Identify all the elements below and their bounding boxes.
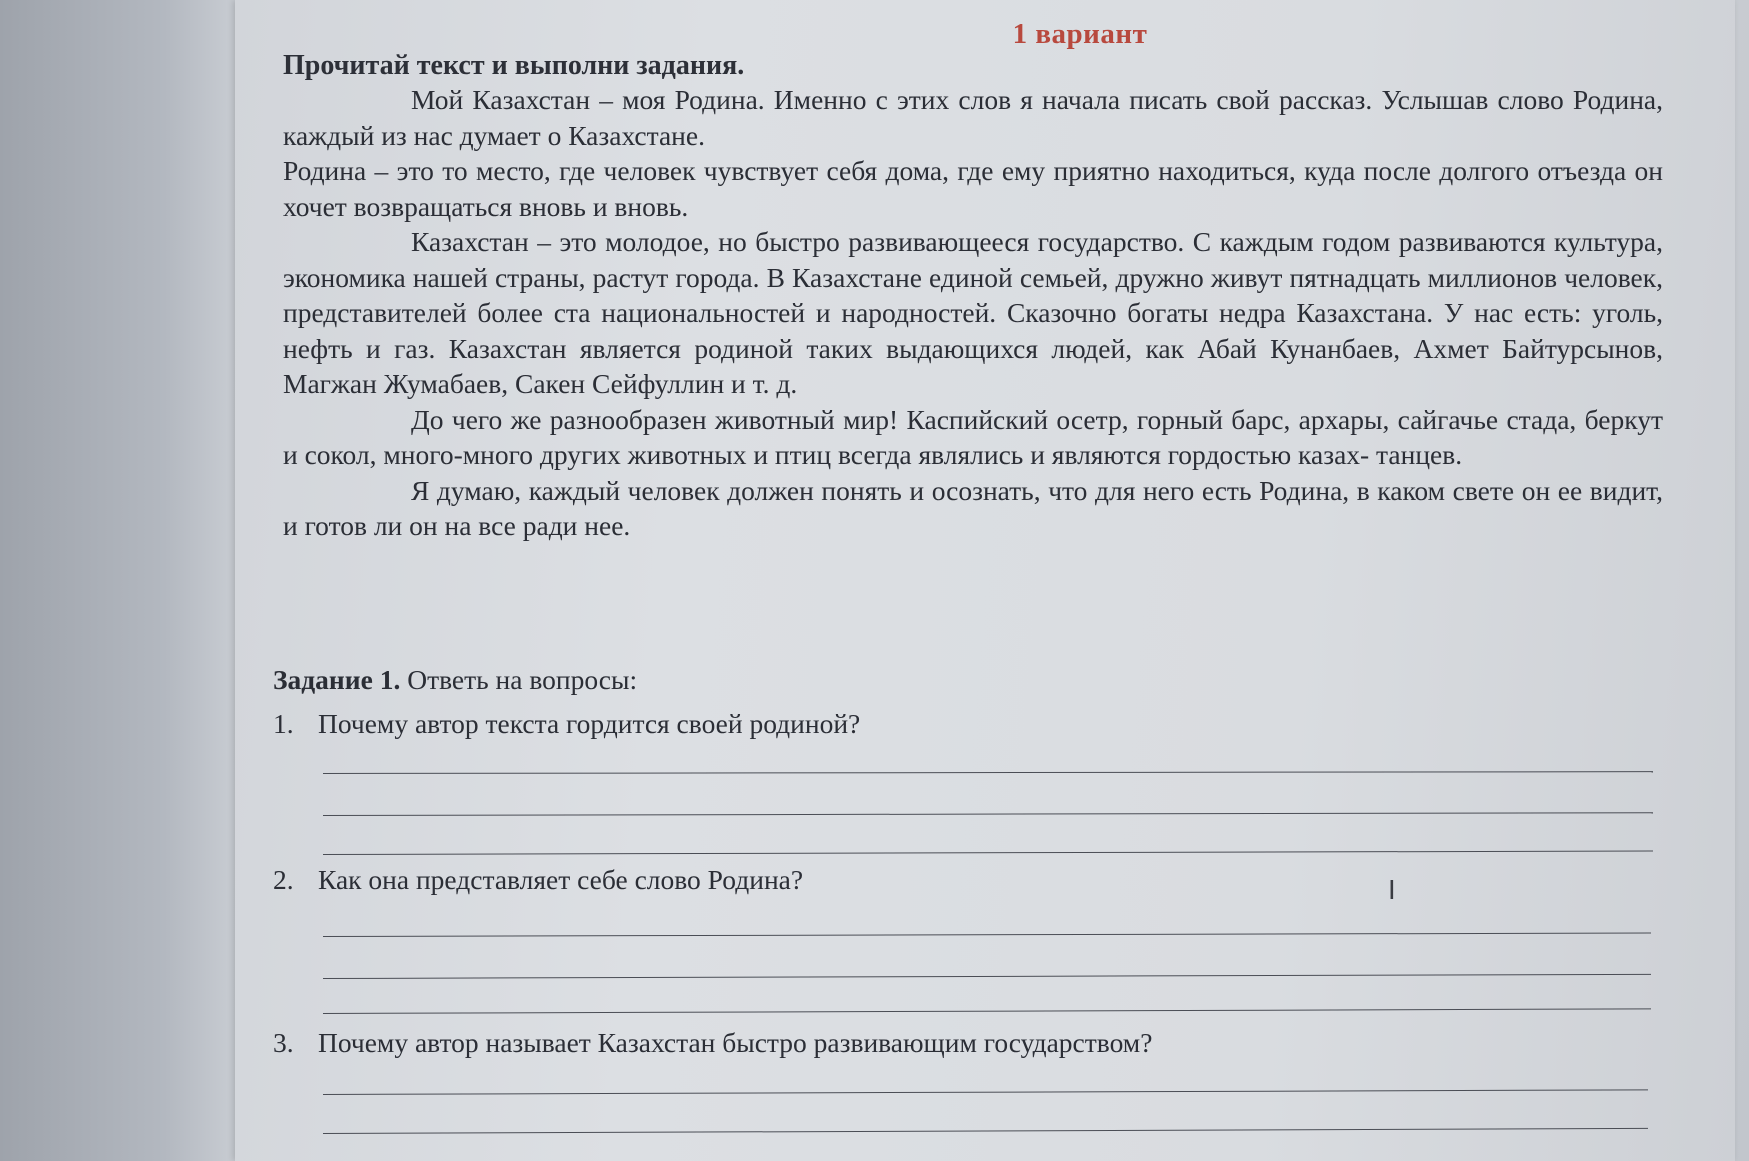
paragraph: Родина – это то место, где человек чувствует себя дома, где ему приятно находиться, куда после долгого отъезда он хочет возвращаться вновь и вновь.: [283, 155, 1663, 222]
reading-text: [283, 82, 1663, 544]
answer-line[interactable]: [323, 974, 1651, 979]
answer-line[interactable]: [323, 771, 1653, 774]
answer-line[interactable]: [323, 812, 1653, 816]
instruction-heading: Прочитай текст и выполни задания.: [283, 50, 745, 81]
answer-line[interactable]: [323, 933, 1651, 937]
question-3: [273, 1027, 1152, 1059]
answer-line[interactable]: [323, 1089, 1648, 1095]
question-text: Почему автор называет Казахстан быстро развивающим государством?: [318, 1027, 1153, 1058]
text-cursor-icon: I: [1388, 876, 1396, 906]
question-number: 2.: [273, 864, 294, 895]
task-title-rest: Ответь на вопросы:: [400, 664, 638, 695]
question-number: 3.: [273, 1027, 294, 1058]
paragraph: Я думаю, каждый человек должен понять и осознать, что для него есть Родина, в каком свете он ее видит, и готов ли он на все ради нее.: [283, 474, 1663, 541]
variant-heading: 1 вариант: [1012, 18, 1148, 50]
question-number: 1.: [273, 708, 294, 739]
answer-line[interactable]: [323, 1008, 1651, 1014]
question-2: [273, 864, 803, 896]
paragraph: Мой Казахстан – моя Родина. Именно с этих слов я начала писать свой рассказ. Услышав слово Родина, каждый из нас думает о Казахстане.: [283, 84, 1663, 151]
task-title: [273, 664, 637, 696]
question-text: Как она представляет себе слово Родина?: [318, 864, 804, 895]
answer-line[interactable]: [323, 851, 1653, 855]
task-title-bold: Задание 1.: [273, 664, 401, 695]
paragraph: Казахстан – это молодое, но быстро развивающееся государство. С каждым годом развиваются культура, экономика нашей страны, растут города. В Казахстане единой семьей, дружно живут пятнадцать миллионов человек, представителей более ста национальностей и народностей. Сказочно богаты недра Казахстана. У нас есть: уголь, нефть и газ. Казахстан является родиной таких выдающихся людей, как Абай Кунанбаев, Ахмет Байтурсынов, Магжан Жумабаев, Сакен Сейфуллин и т. д.: [283, 226, 1663, 399]
question-text: Почему автор текста гордится своей родиной?: [318, 708, 861, 739]
answer-line[interactable]: [323, 1128, 1648, 1134]
paragraph: До чего же разнообразен животный мир! Каспийский осетр, горный барс, архары, сайгачье стада, беркут и сокол, много-много других животных и птиц всегда являлись и являются гордостью казах- танцев.: [283, 403, 1663, 470]
question-1: [273, 708, 860, 740]
left-margin: [0, 0, 235, 1161]
document-page: [235, 0, 1735, 1161]
